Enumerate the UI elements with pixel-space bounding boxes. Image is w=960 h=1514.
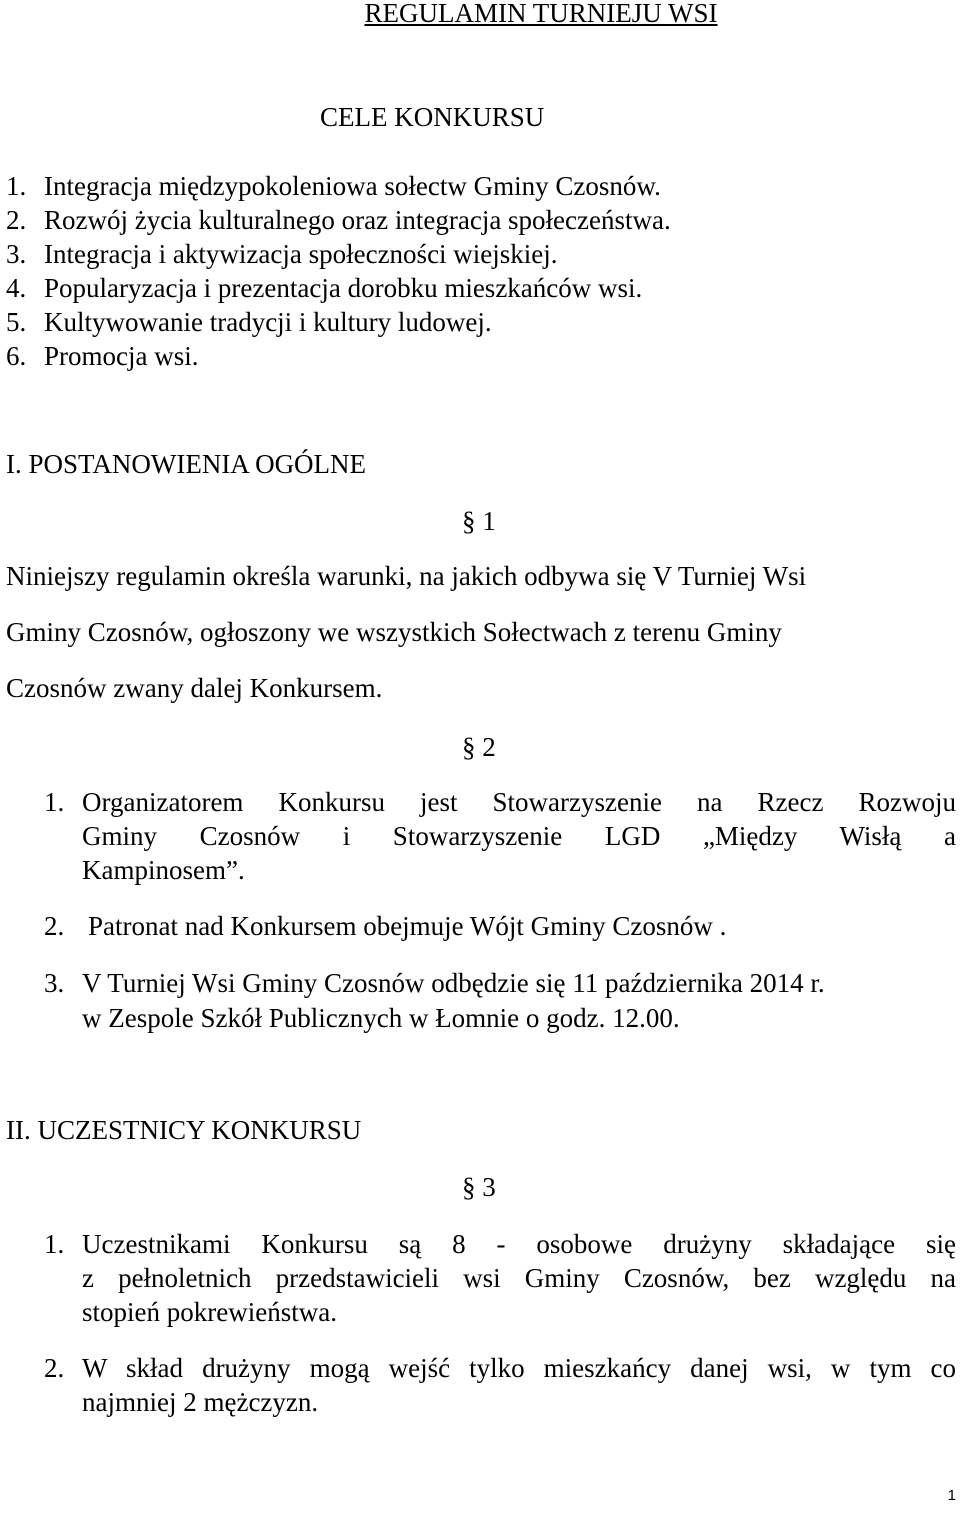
goal-number: 5. [6,307,27,337]
goal-number: 3. [6,239,27,269]
paragraph-mark-3: § 3 [462,1172,496,1202]
list-line: Gminy Czosnów i Stowarzyszenie LGD „Między Wisłą a [82,821,956,851]
list-line: stopień pokrewieństwa. [82,1297,337,1327]
section-heading-participants: II. UCZESTNICY KONKURSU [6,1115,362,1145]
list-line: Kampinosem”. [82,855,245,885]
goal-text: Promocja wsi. [44,341,199,371]
goal-number: 1. [6,171,27,201]
list-line: V Turniej Wsi Gminy Czosnów odbędzie się 11 października 2014 r. [82,968,825,998]
list-line: Organizatorem Konkursu jest Stowarzyszenie na Rzecz Rozwoju [82,787,956,817]
list-number: 1. [44,787,65,817]
list-line: z pełnoletnich przedstawicieli wsi Gminy Czosnów, bez względu na [82,1263,956,1293]
list-number: 3. [44,968,65,998]
list-number: 2. [44,911,65,941]
list-line: W skład drużyny mogą wejść tylko mieszkańcy danej wsi, w tym co [82,1353,956,1383]
goal-text: Kultywowanie tradycji i kultury ludowej. [44,307,492,337]
list-line: najmniej 2 mężczyzn. [82,1387,319,1417]
paragraph-mark-2: § 2 [462,732,496,762]
goal-text: Rozwój życia kulturalnego oraz integracja społeczeństwa. [44,205,671,235]
goal-number: 2. [6,205,27,235]
list-number: 2. [44,1353,65,1383]
goal-number: 4. [6,273,27,303]
list-line: Patronat nad Konkursem obejmuje Wójt Gminy Czosnów . [88,911,727,941]
goals-heading: CELE KONKURSU [320,102,545,132]
paragraph-mark-1: § 1 [462,506,496,536]
list-line: w Zespole Szkół Publicznych w Łomnie o godz. 12.00. [82,1003,680,1033]
page-number: 1 [947,1487,956,1504]
paragraph-line: Gminy Czosnów, ogłoszony we wszystkich Sołectwach z terenu Gminy [6,617,782,647]
paragraph-line: Niniejszy regulamin określa warunki, na jakich odbywa się V Turniej Wsi [6,561,807,591]
document-title: REGULAMIN TURNIEJU WSI [364,0,718,28]
goal-text: Integracja i aktywizacja społeczności wiejskiej. [44,239,558,269]
paragraph-line: Czosnów zwany dalej Konkursem. [6,673,383,703]
goal-text: Integracja międzypokoleniowa sołectw Gminy Czosnów. [44,171,661,201]
list-number: 1. [44,1229,65,1259]
section-heading-general-provisions: I. POSTANOWIENIA OGÓLNE [6,449,367,479]
goal-text: Popularyzacja i prezentacja dorobku mieszkańców wsi. [44,273,643,303]
list-line: Uczestnikami Konkursu są 8 - osobowe drużyny składające się [82,1229,956,1259]
goal-number: 6. [6,341,27,371]
